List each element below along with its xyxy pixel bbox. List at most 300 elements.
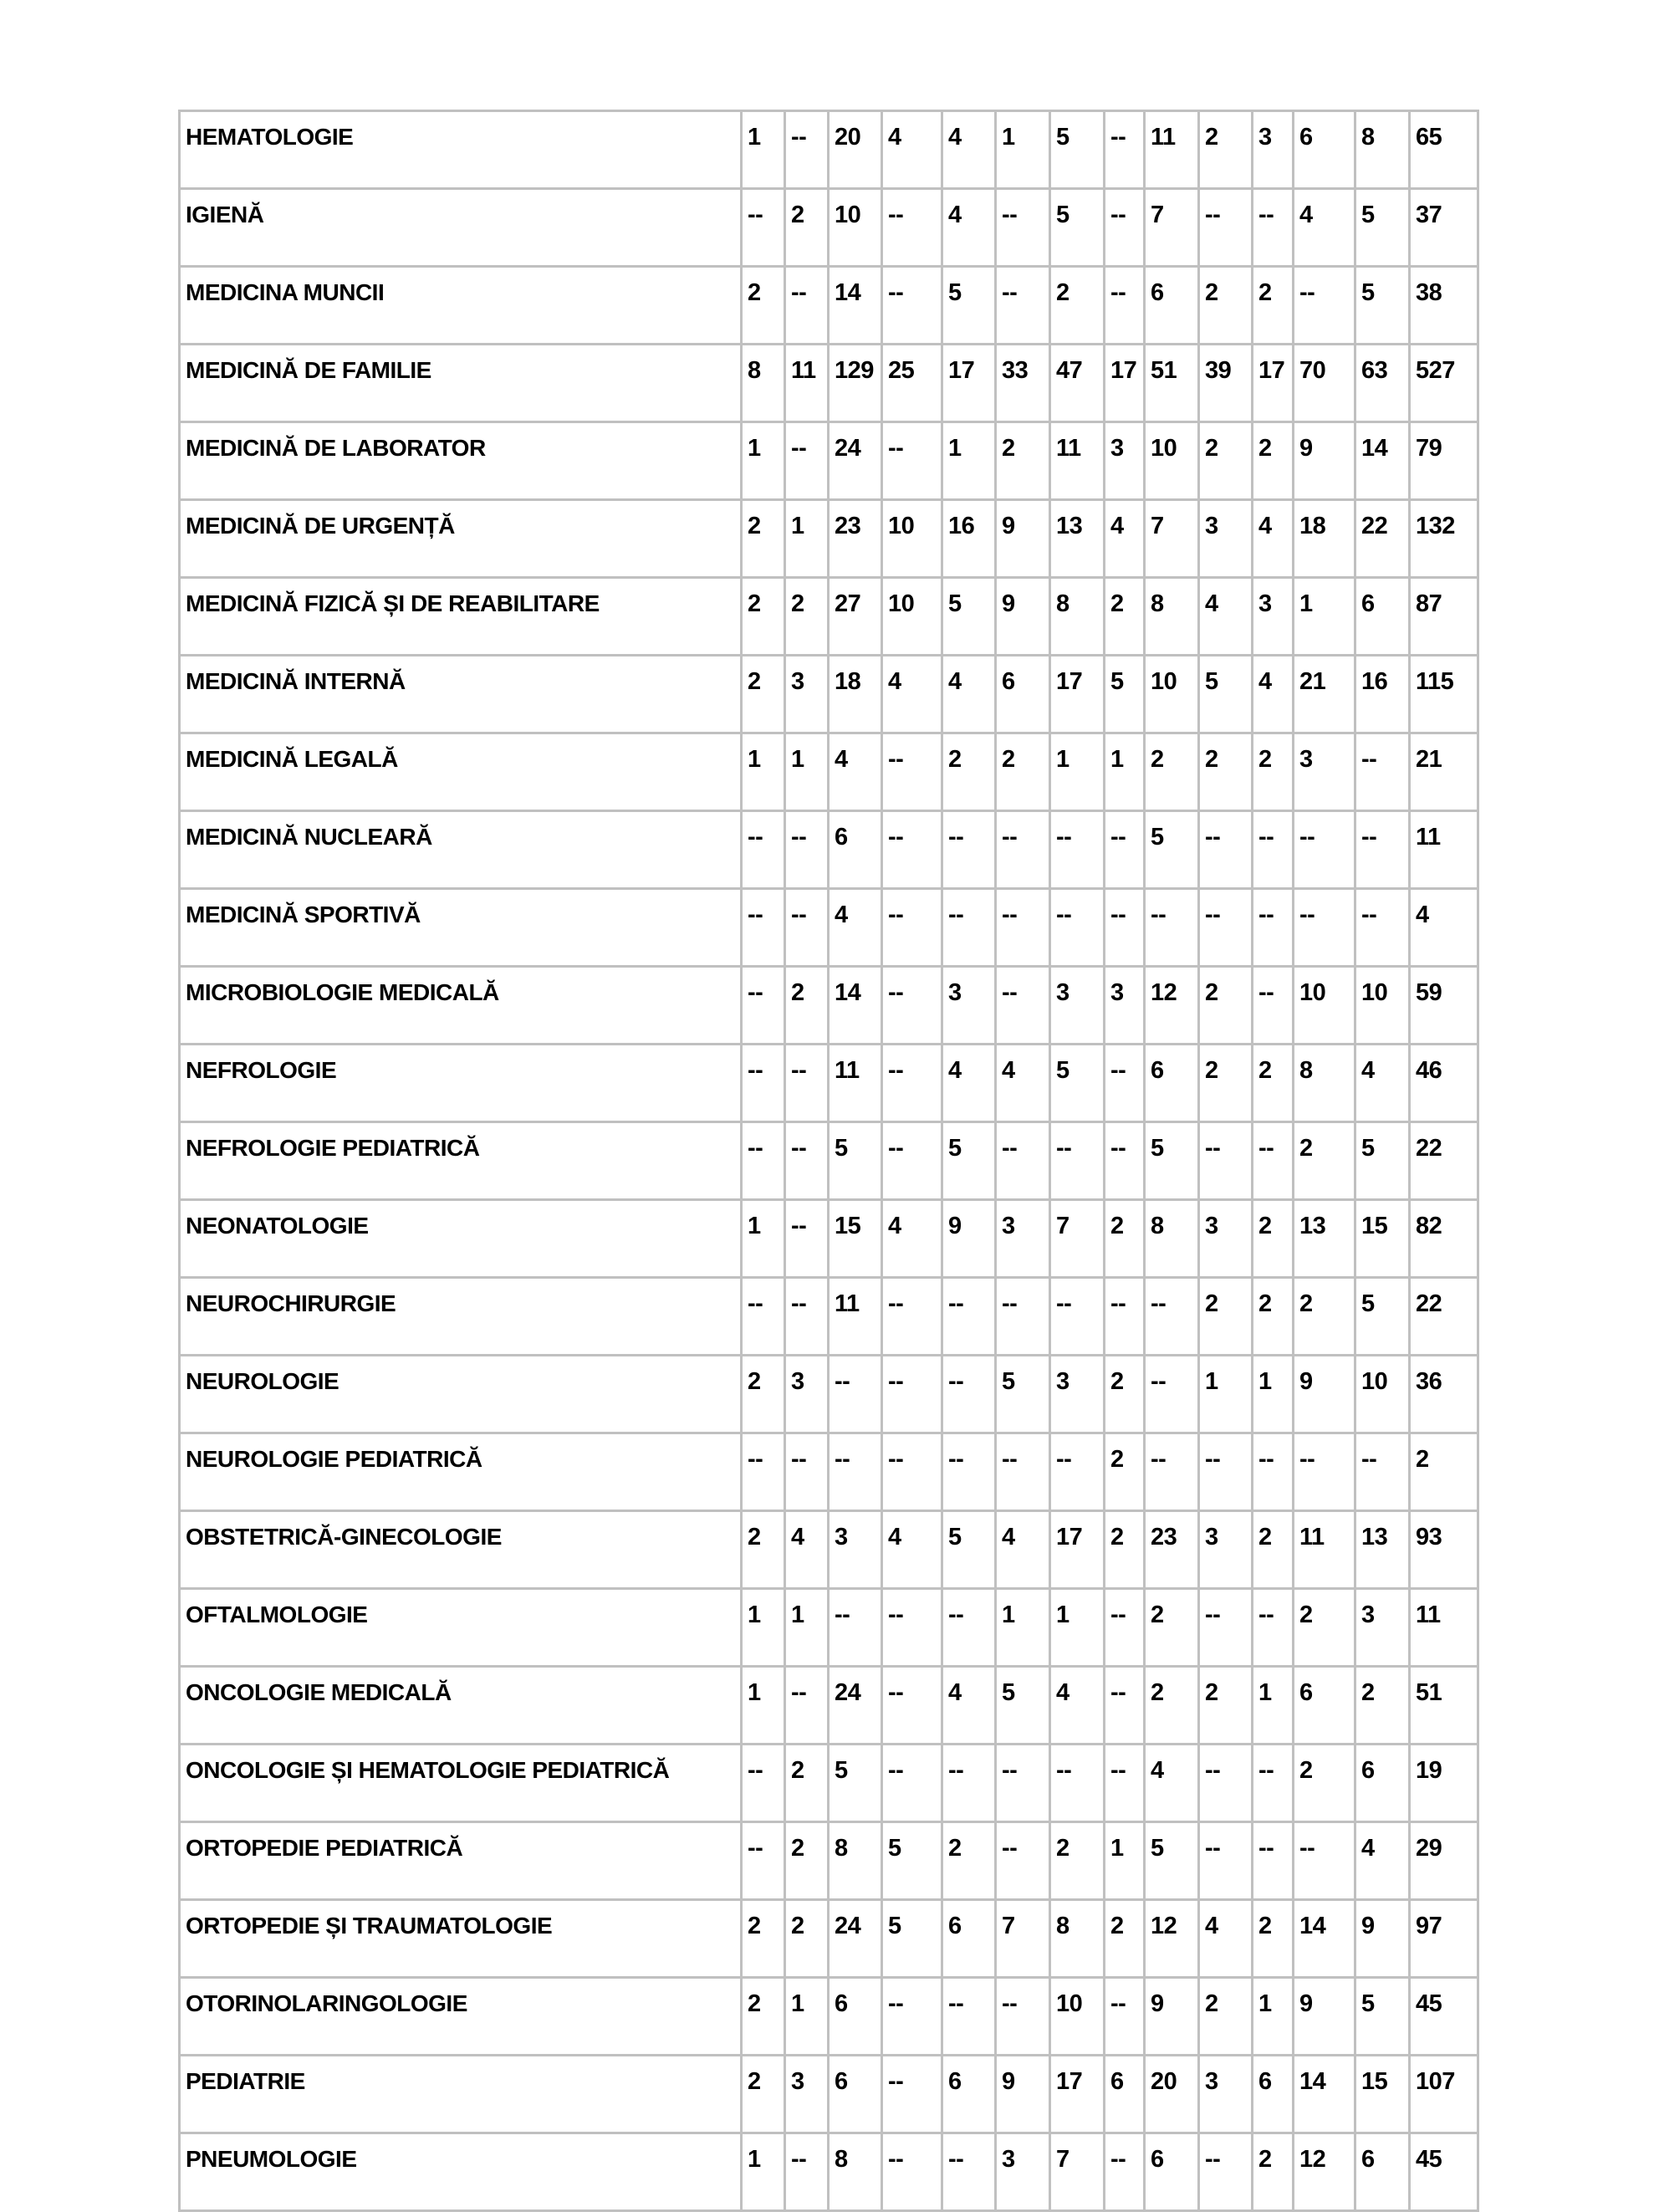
value-cell: 2 (1199, 733, 1253, 811)
value-cell: 14 (1355, 422, 1410, 500)
value-cell: 4 (1355, 1045, 1410, 1122)
value-cell: 2 (742, 1900, 785, 1978)
value-cell: 2 (1199, 422, 1253, 500)
value-cell: -- (1253, 189, 1294, 267)
value-cell: 3 (942, 967, 996, 1045)
value-cell: 4 (1294, 189, 1355, 267)
value-cell: -- (882, 1667, 942, 1745)
specialty-name: NEUROLOGIE (180, 1356, 742, 1433)
value-cell: 6 (942, 1900, 996, 1978)
value-cell: 10 (1145, 422, 1199, 500)
value-cell: 1 (742, 111, 785, 189)
table-row (180, 733, 1478, 811)
total-cell: 97 (1410, 1900, 1478, 1978)
value-cell: 2 (785, 1745, 829, 1822)
table-row (180, 267, 1478, 345)
value-cell: 17 (1050, 656, 1105, 733)
value-cell: -- (1105, 267, 1145, 345)
value-cell: -- (942, 889, 996, 967)
value-cell: -- (1253, 1589, 1294, 1667)
value-cell: 39 (1199, 345, 1253, 422)
value-cell: 4 (1253, 656, 1294, 733)
value-cell: 3 (785, 1356, 829, 1433)
value-cell: 2 (1294, 1122, 1355, 1200)
value-cell: 6 (1105, 2056, 1145, 2133)
value-cell: -- (996, 1122, 1050, 1200)
value-cell: -- (942, 1356, 996, 1433)
total-cell: 38 (1410, 267, 1478, 345)
value-cell: -- (882, 422, 942, 500)
value-cell: 1 (742, 1589, 785, 1667)
value-cell: 2 (1253, 733, 1294, 811)
value-cell: -- (1145, 889, 1199, 967)
specialty-name: ONCOLOGIE MEDICALĂ (180, 1667, 742, 1745)
value-cell: -- (742, 1433, 785, 1511)
value-cell: -- (1294, 889, 1355, 967)
value-cell: 2 (1105, 578, 1145, 656)
value-cell: 3 (1050, 1356, 1105, 1433)
value-cell: 1 (742, 1667, 785, 1745)
value-cell: 2 (1253, 2133, 1294, 2211)
total-cell: 36 (1410, 1356, 1478, 1433)
total-cell: 65 (1410, 111, 1478, 189)
table-row (180, 1433, 1478, 1511)
table-row (180, 1822, 1478, 1900)
value-cell: 16 (942, 500, 996, 578)
value-cell: -- (1355, 733, 1410, 811)
total-cell: 21 (1410, 733, 1478, 811)
value-cell: 4 (996, 1511, 1050, 1589)
value-cell: -- (742, 811, 785, 889)
total-cell: 115 (1410, 656, 1478, 733)
value-cell: 7 (1050, 2133, 1105, 2211)
value-cell: -- (1105, 1122, 1145, 1200)
value-cell: 2 (1294, 1745, 1355, 1822)
specialty-name: NEUROLOGIE PEDIATRICĂ (180, 1433, 742, 1511)
value-cell: 12 (1145, 1900, 1199, 1978)
value-cell: 2 (1050, 267, 1105, 345)
value-cell: 5 (882, 1900, 942, 1978)
value-cell: 4 (829, 889, 882, 967)
value-cell: 10 (1294, 967, 1355, 1045)
table-row (180, 1745, 1478, 1822)
value-cell: -- (1199, 811, 1253, 889)
value-cell: 4 (1105, 500, 1145, 578)
specialty-name: OTORINOLARINGOLOGIE (180, 1978, 742, 2056)
value-cell: 9 (996, 2056, 1050, 2133)
value-cell: 1 (1199, 1356, 1253, 1433)
value-cell: 8 (742, 345, 785, 422)
specialty-name: MEDICINĂ FIZICĂ ȘI DE REABILITARE (180, 578, 742, 656)
value-cell: -- (785, 111, 829, 189)
value-cell: -- (996, 1433, 1050, 1511)
table-row (180, 1045, 1478, 1122)
table-row (180, 1356, 1478, 1433)
value-cell: -- (882, 2133, 942, 2211)
value-cell: 8 (1355, 111, 1410, 189)
total-cell: 19 (1410, 1745, 1478, 1822)
value-cell: -- (882, 1433, 942, 1511)
value-cell: -- (742, 189, 785, 267)
value-cell: -- (1199, 1745, 1253, 1822)
value-cell: 2 (1145, 1589, 1199, 1667)
total-cell: 82 (1410, 1200, 1478, 1278)
value-cell: 1 (785, 1589, 829, 1667)
value-cell: 6 (1253, 2056, 1294, 2133)
value-cell: 7 (996, 1900, 1050, 1978)
value-cell: -- (882, 2056, 942, 2133)
value-cell: 9 (1145, 1978, 1199, 2056)
value-cell: 2 (1253, 1900, 1294, 1978)
value-cell: -- (1253, 967, 1294, 1045)
value-cell: 6 (1145, 1045, 1199, 1122)
value-cell: 20 (829, 111, 882, 189)
value-cell: 24 (829, 1667, 882, 1745)
value-cell: 2 (1105, 1356, 1145, 1433)
value-cell: 4 (829, 733, 882, 811)
value-cell: -- (1105, 811, 1145, 889)
specialty-name: MICROBIOLOGIE MEDICALĂ (180, 967, 742, 1045)
value-cell: -- (1105, 1667, 1145, 1745)
value-cell: -- (785, 1667, 829, 1745)
value-cell: 2 (1105, 1200, 1145, 1278)
value-cell: -- (1105, 189, 1145, 267)
total-cell: 11 (1410, 1589, 1478, 1667)
value-cell: -- (882, 889, 942, 967)
value-cell: 9 (1294, 1978, 1355, 2056)
value-cell: 6 (829, 811, 882, 889)
value-cell: 6 (1145, 267, 1199, 345)
value-cell: -- (996, 1745, 1050, 1822)
value-cell: 3 (1253, 111, 1294, 189)
value-cell: 33 (996, 345, 1050, 422)
value-cell: 17 (1050, 2056, 1105, 2133)
value-cell: 16 (1355, 656, 1410, 733)
value-cell: 6 (942, 2056, 996, 2133)
value-cell: 2 (785, 967, 829, 1045)
value-cell: 5 (1355, 1278, 1410, 1356)
value-cell: -- (996, 1978, 1050, 2056)
value-cell: 1 (785, 1978, 829, 2056)
value-cell: 24 (829, 1900, 882, 1978)
total-cell: 11 (1410, 811, 1478, 889)
value-cell: 2 (1294, 1278, 1355, 1356)
value-cell: -- (785, 2133, 829, 2211)
value-cell: -- (1105, 1045, 1145, 1122)
value-cell: 10 (882, 578, 942, 656)
value-cell: 2 (942, 733, 996, 811)
value-cell: -- (1199, 1122, 1253, 1200)
value-cell: 5 (1355, 267, 1410, 345)
value-cell: 2 (1199, 111, 1253, 189)
table-body (180, 111, 1478, 2211)
value-cell: 27 (829, 578, 882, 656)
value-cell: 1 (742, 2133, 785, 2211)
value-cell: 5 (996, 1356, 1050, 1433)
value-cell: -- (996, 267, 1050, 345)
specialty-name: NEFROLOGIE PEDIATRICĂ (180, 1122, 742, 1200)
value-cell: 1 (1253, 1667, 1294, 1745)
value-cell: -- (1355, 811, 1410, 889)
value-cell: 24 (829, 422, 882, 500)
value-cell: 5 (1105, 656, 1145, 733)
value-cell: 15 (1355, 1200, 1410, 1278)
value-cell: 63 (1355, 345, 1410, 422)
value-cell: 21 (1294, 656, 1355, 733)
value-cell: 8 (829, 1822, 882, 1900)
value-cell: -- (1355, 1433, 1410, 1511)
value-cell: 4 (882, 1200, 942, 1278)
value-cell: 13 (1294, 1200, 1355, 1278)
value-cell: 2 (742, 267, 785, 345)
value-cell: -- (1294, 1822, 1355, 1900)
value-cell: 2 (1199, 1667, 1253, 1745)
specialty-name: OFTALMOLOGIE (180, 1589, 742, 1667)
value-cell: 3 (1105, 967, 1145, 1045)
value-cell: 8 (829, 2133, 882, 2211)
value-cell: 6 (1294, 111, 1355, 189)
value-cell: 11 (785, 345, 829, 422)
value-cell: -- (1199, 1433, 1253, 1511)
total-cell: 79 (1410, 422, 1478, 500)
value-cell: 2 (1253, 267, 1294, 345)
value-cell: 2 (742, 2056, 785, 2133)
value-cell: -- (1253, 811, 1294, 889)
value-cell: -- (942, 2133, 996, 2211)
value-cell: 2 (1253, 1200, 1294, 1278)
value-cell: 5 (1355, 189, 1410, 267)
value-cell: 6 (1355, 1745, 1410, 1822)
value-cell: -- (882, 1745, 942, 1822)
value-cell: 2 (785, 578, 829, 656)
value-cell: 1 (942, 422, 996, 500)
total-cell: 107 (1410, 2056, 1478, 2133)
value-cell: 2 (785, 1900, 829, 1978)
value-cell: -- (1050, 811, 1105, 889)
value-cell: 3 (1355, 1589, 1410, 1667)
value-cell: -- (882, 733, 942, 811)
value-cell: 11 (1050, 422, 1105, 500)
value-cell: 5 (1050, 1045, 1105, 1122)
value-cell: -- (742, 1045, 785, 1122)
value-cell: -- (1105, 1589, 1145, 1667)
value-cell: -- (785, 1278, 829, 1356)
value-cell: -- (882, 1278, 942, 1356)
value-cell: 5 (942, 1122, 996, 1200)
value-cell: 4 (1355, 1822, 1410, 1900)
value-cell: 3 (785, 2056, 829, 2133)
specialty-name: ORTOPEDIE ȘI TRAUMATOLOGIE (180, 1900, 742, 1978)
table-row (180, 111, 1478, 189)
specialty-name: PNEUMOLOGIE (180, 2133, 742, 2211)
value-cell: 3 (1199, 1200, 1253, 1278)
value-cell: 6 (1355, 2133, 1410, 2211)
value-cell: 10 (829, 189, 882, 267)
value-cell: 5 (1145, 811, 1199, 889)
value-cell: 6 (996, 656, 1050, 733)
value-cell: 14 (1294, 1900, 1355, 1978)
value-cell: 10 (1050, 1978, 1105, 2056)
value-cell: 14 (1294, 2056, 1355, 2133)
value-cell: 2 (742, 1356, 785, 1433)
specialties-table (178, 110, 1479, 2212)
value-cell: 2 (742, 578, 785, 656)
value-cell: -- (1050, 1433, 1105, 1511)
value-cell: -- (785, 889, 829, 967)
total-cell: 4 (1410, 889, 1478, 967)
value-cell: 2 (1105, 1511, 1145, 1589)
total-cell: 45 (1410, 1978, 1478, 2056)
specialty-name: ONCOLOGIE ȘI HEMATOLOGIE PEDIATRICĂ (180, 1745, 742, 1822)
value-cell: 1 (1105, 1822, 1145, 1900)
table-row (180, 500, 1478, 578)
value-cell: -- (882, 1356, 942, 1433)
total-cell: 37 (1410, 189, 1478, 267)
value-cell: 20 (1145, 2056, 1199, 2133)
value-cell: 5 (996, 1667, 1050, 1745)
value-cell: 17 (1105, 345, 1145, 422)
total-cell: 46 (1410, 1045, 1478, 1122)
specialty-name: NEUROCHIRURGIE (180, 1278, 742, 1356)
value-cell: 4 (1050, 1667, 1105, 1745)
value-cell: 2 (1199, 267, 1253, 345)
total-cell: 87 (1410, 578, 1478, 656)
value-cell: 4 (1253, 500, 1294, 578)
table-row (180, 345, 1478, 422)
value-cell: 2 (1253, 1278, 1294, 1356)
value-cell: 5 (942, 267, 996, 345)
value-cell: -- (1105, 1278, 1145, 1356)
value-cell: 5 (1050, 111, 1105, 189)
value-cell: -- (1105, 111, 1145, 189)
value-cell: 3 (996, 2133, 1050, 2211)
value-cell: 1 (1050, 733, 1105, 811)
value-cell: -- (882, 267, 942, 345)
value-cell: -- (1199, 1822, 1253, 1900)
specialty-name: MEDICINĂ DE LABORATOR (180, 422, 742, 500)
table-row (180, 189, 1478, 267)
value-cell: 14 (829, 267, 882, 345)
total-cell: 22 (1410, 1122, 1478, 1200)
value-cell: 9 (996, 578, 1050, 656)
value-cell: -- (1294, 267, 1355, 345)
value-cell: 11 (1145, 111, 1199, 189)
value-cell: 1 (785, 733, 829, 811)
value-cell: 6 (1145, 2133, 1199, 2211)
value-cell: 2 (742, 500, 785, 578)
value-cell: -- (996, 967, 1050, 1045)
value-cell: 51 (1145, 345, 1199, 422)
value-cell: 2 (785, 1822, 829, 1900)
value-cell: -- (829, 1433, 882, 1511)
value-cell: -- (1050, 1122, 1105, 1200)
value-cell: 18 (1294, 500, 1355, 578)
value-cell: 5 (829, 1122, 882, 1200)
value-cell: 11 (829, 1045, 882, 1122)
value-cell: -- (882, 1045, 942, 1122)
value-cell: 2 (1199, 1278, 1253, 1356)
value-cell: 9 (1294, 422, 1355, 500)
value-cell: -- (882, 967, 942, 1045)
value-cell: -- (882, 1978, 942, 2056)
value-cell: 7 (1145, 189, 1199, 267)
value-cell: -- (1199, 1589, 1253, 1667)
value-cell: 14 (829, 967, 882, 1045)
value-cell: -- (1199, 889, 1253, 967)
value-cell: 10 (882, 500, 942, 578)
value-cell: 4 (942, 656, 996, 733)
value-cell: 2 (1253, 1045, 1294, 1122)
value-cell: 8 (1145, 1200, 1199, 1278)
value-cell: -- (942, 1745, 996, 1822)
specialty-name: MEDICINĂ DE FAMILIE (180, 345, 742, 422)
specialty-name: MEDICINĂ NUCLEARĂ (180, 811, 742, 889)
value-cell: 2 (942, 1822, 996, 1900)
value-cell: -- (942, 1978, 996, 2056)
value-cell: 2 (996, 733, 1050, 811)
value-cell: 9 (1355, 1900, 1410, 1978)
value-cell: -- (1253, 1433, 1294, 1511)
value-cell: 13 (1355, 1511, 1410, 1589)
specialty-name: MEDICINĂ LEGALĂ (180, 733, 742, 811)
value-cell: -- (1355, 889, 1410, 967)
value-cell: -- (742, 967, 785, 1045)
total-cell: 29 (1410, 1822, 1478, 1900)
value-cell: 12 (1145, 967, 1199, 1045)
value-cell: -- (996, 1278, 1050, 1356)
value-cell: 23 (829, 500, 882, 578)
value-cell: 2 (1199, 967, 1253, 1045)
value-cell: 13 (1050, 500, 1105, 578)
value-cell: 5 (1199, 656, 1253, 733)
value-cell: 4 (882, 656, 942, 733)
value-cell: 1 (1105, 733, 1145, 811)
table-row (180, 422, 1478, 500)
value-cell: -- (996, 189, 1050, 267)
value-cell: -- (742, 1745, 785, 1822)
value-cell: -- (742, 1822, 785, 1900)
value-cell: 4 (1199, 1900, 1253, 1978)
value-cell: 10 (1355, 967, 1410, 1045)
table-row (180, 1667, 1478, 1745)
table-row (180, 967, 1478, 1045)
value-cell: -- (742, 1122, 785, 1200)
value-cell: 129 (829, 345, 882, 422)
value-cell: 3 (1199, 500, 1253, 578)
value-cell: 5 (1050, 189, 1105, 267)
total-cell: 45 (1410, 2133, 1478, 2211)
value-cell: -- (1105, 889, 1145, 967)
value-cell: 6 (829, 2056, 882, 2133)
value-cell: -- (1253, 889, 1294, 967)
value-cell: 6 (1294, 1667, 1355, 1745)
value-cell: -- (785, 1045, 829, 1122)
value-cell: -- (1105, 2133, 1145, 2211)
value-cell: 2 (1294, 1589, 1355, 1667)
value-cell: 17 (1253, 345, 1294, 422)
value-cell: -- (882, 189, 942, 267)
value-cell: 12 (1294, 2133, 1355, 2211)
value-cell: 6 (1355, 578, 1410, 656)
value-cell: -- (1105, 1745, 1145, 1822)
value-cell: 3 (1199, 2056, 1253, 2133)
value-cell: 3 (1294, 733, 1355, 811)
value-cell: 2 (1050, 1822, 1105, 1900)
value-cell: 4 (942, 111, 996, 189)
value-cell: 6 (829, 1978, 882, 2056)
value-cell: -- (942, 1589, 996, 1667)
specialty-name: ORTOPEDIE PEDIATRICĂ (180, 1822, 742, 1900)
